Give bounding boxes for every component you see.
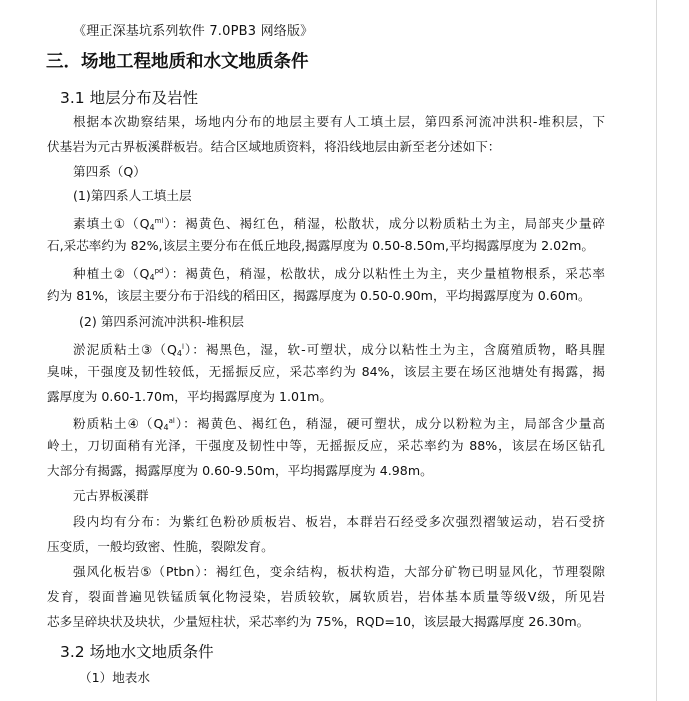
layer3-line-2: 臭味，干强度及韧性较低，无摇振反应，采芯率约为 84%，该层主要在场区池塘处有揭露，揭	[47, 364, 605, 379]
quaternary-heading: 第四系（Q）	[73, 164, 146, 179]
layer3-name: 淤泥质粘土③（Q	[73, 342, 177, 357]
layer2-name: 种植土②（Q	[73, 266, 150, 281]
rock-para-line-2: 压变质，一般均致密、性脆，裂隙发育。	[47, 539, 274, 554]
proterozoic-heading: 元古界板溪群	[73, 488, 149, 503]
layer2-line-2: 约为 81%，该层主要分布于沿线的稻田区，揭露厚度为 0.50-0.90m，平均揭露厚度为 0.60m。	[47, 288, 591, 303]
layer3-line-1	[73, 337, 605, 364]
layer3-symbol-suffix: $_4^l$	[176, 343, 184, 358]
layer5-line-2: 发育，裂面普遍见铁锰质氧化物浸染，岩质较软，属软质岩，岩体基本质量等级Ⅴ级，所见岩	[47, 589, 605, 604]
layer5-line-1: 强风化板岩⑤（Ptbn）：褐红色，变余结构，板状构造，大部分矿物已明显风化，节理裂隙	[73, 564, 605, 579]
alluvial-group-heading: (2) 第四系河流冲洪积-堆积层	[79, 314, 244, 329]
layer2-symbol-suffix: $_4^{pd}$	[149, 267, 164, 282]
layer4-symbol-suffix: $_4^{al}$	[163, 417, 175, 432]
layer1-description: ）：褐黄色、褐红色，稍湿，松散状，成分以粉质粘土为主，局部夹少量碎	[163, 216, 605, 231]
intro-line-2: 伏基岩为元古界板溪群板岩。结合区域地质资料，将沿线地层由新至老分述如下：	[47, 139, 501, 154]
subsection-title-3-2: 3.2 场地水文地质条件	[60, 643, 214, 661]
layer1-line-1	[73, 211, 605, 238]
subsection-title-3-1: 3.1 地层分布及岩性	[60, 89, 199, 107]
layer3-description: ）：褐黑色，湿，软-可塑状，成分以粘性土为主，含腐殖质物，略具腥	[183, 342, 606, 357]
layer1-line-2: 石,采芯率约为 82%,该层主要分布在低丘地段,揭露厚度为 0.50-8.50m,平均揭露厚度为 2.02m。	[47, 238, 595, 253]
rock-para-line-1: 段内均有分布：为紫红色粉砂质板岩、板岩，本群岩石经受多次强烈褶皱运动，岩石受挤	[73, 514, 605, 529]
layer4-line-2: 岭土，刀切面稍有光泽，干强度及韧性中等，无摇振反应，采芯率约为 88%，该层在场区钻孔	[47, 438, 605, 453]
layer3-line-3: 露厚度为 0.60-1.70m，平均揭露厚度为 1.01m。	[47, 389, 332, 404]
running-header: 《理正深基坑系列软件 7.0PB3 网络版》	[73, 24, 314, 39]
layer2-line-1	[73, 261, 605, 288]
layer4-line-3: 大部分有揭露，揭露厚度为 0.60-9.50m，平均揭露厚度为 4.98m。	[47, 463, 433, 478]
layer4-description: ）：褐黄色、褐红色，稍湿，硬可塑状，成分以粉粒为主，局部含少量高	[174, 416, 606, 431]
layer2-description: ）：褐黄色，稍湿，松散状，成分以粘性土为主，夹少量植物根系，采芯率	[163, 266, 606, 281]
layer5-line-3: 芯多呈碎块状及块状，少量短柱状，采芯率约为 75%，RQD=10，该层最大揭露厚度 26.30m。	[47, 614, 590, 629]
layer4-name: 粉质粘土④（Q	[73, 416, 164, 431]
layer4-line-1	[73, 411, 605, 438]
fill-group-heading: (1)第四系人工填土层	[73, 188, 192, 203]
layer1-name: 素填土①（Q	[73, 216, 150, 231]
layer1-symbol-suffix: $_4^{ml}$	[149, 217, 164, 232]
surface-water-heading: （1）地表水	[79, 670, 150, 685]
intro-line-1: 根据本次勘察结果，场地内分布的地层主要有人工填土层，第四系河流冲洪积-堆积层，下	[73, 114, 605, 129]
section-title: 三．场地工程地质和水文地质条件	[46, 52, 309, 72]
page-margin-edge	[656, 0, 689, 701]
